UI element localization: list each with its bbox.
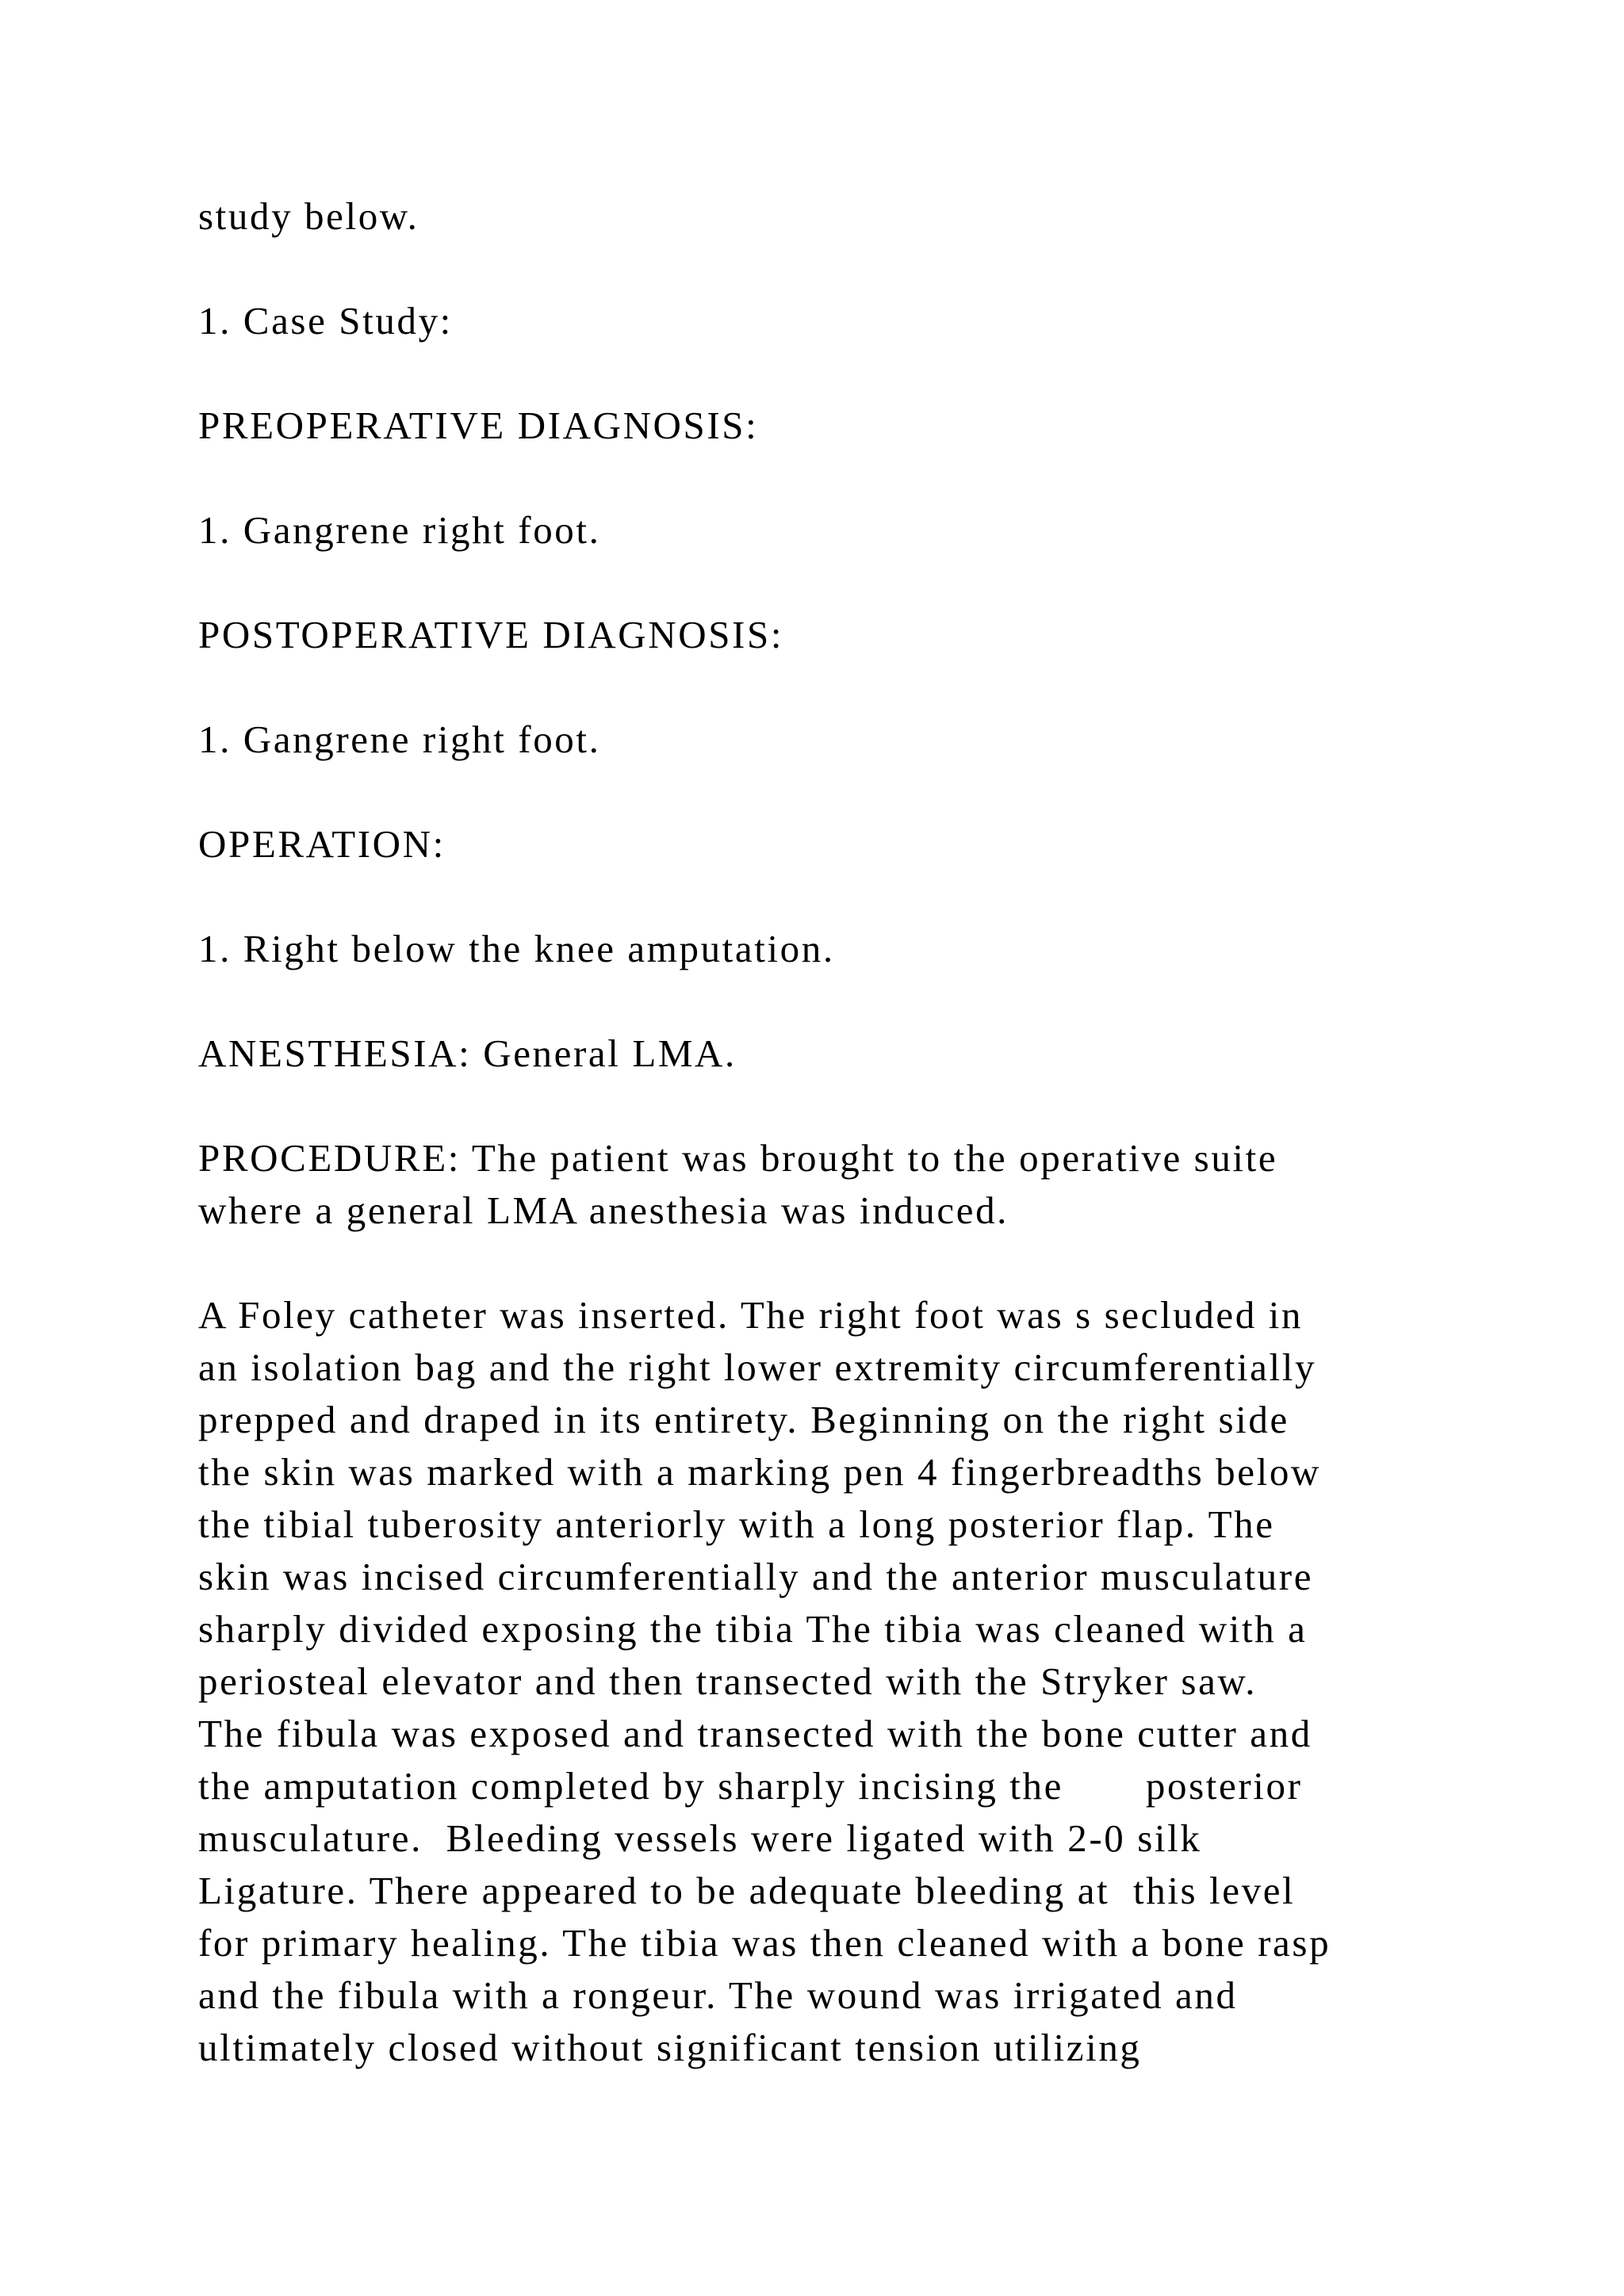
document-body (198, 190, 1546, 2074)
text-line: prepped and draped in its entirety. Beginning on the right side (198, 1398, 1289, 1441)
text-line: 1. Gangrene right foot. (198, 718, 601, 761)
text-line: 1. Gangrene right foot. (198, 508, 601, 552)
paragraph-procedure-body (198, 1289, 1546, 2074)
paragraph-operation-item (198, 923, 1546, 975)
text-line: 1. Case Study: (198, 299, 453, 342)
text-line: POSTOPERATIVE DIAGNOSIS: (198, 613, 784, 656)
text-line: where a general LMA anesthesia was induced. (198, 1188, 1009, 1232)
paragraph-procedure (198, 1132, 1546, 1237)
text-line: sharply divided exposing the tibia The tibia was cleaned with a (198, 1607, 1308, 1651)
text-line: ultimately closed without significant tension utilizing (198, 2026, 1142, 2069)
text-line: the skin was marked with a marking pen 4 fingerbreadths below (198, 1450, 1321, 1494)
paragraph-operation-heading (198, 818, 1546, 871)
text-line: the tibial tuberosity anteriorly with a long posterior flap. The (198, 1502, 1275, 1546)
text-line: The fibula was exposed and transected with the bone cutter and (198, 1712, 1312, 1755)
text-line: the amputation completed by sharply incising the posterior (198, 1764, 1303, 1808)
paragraph-preop-item (198, 504, 1546, 557)
text-line: study below. (198, 194, 419, 238)
text-line: ANESTHESIA: General LMA. (198, 1031, 737, 1075)
paragraph-postop-heading (198, 609, 1546, 661)
paragraph-postop-item (198, 714, 1546, 766)
text-line: Ligature. There appeared to be adequate bleeding at this level (198, 1869, 1296, 1912)
text-line: PREOPERATIVE DIAGNOSIS: (198, 404, 759, 447)
paragraph-anesthesia (198, 1027, 1546, 1080)
text-line: for primary healing. The tibia was then cleaned with a bone rasp (198, 1921, 1331, 1965)
paragraph-preop-heading (198, 400, 1546, 452)
text-line: musculature. Bleeding vessels were ligated with 2-0 silk (198, 1816, 1202, 1860)
paragraph-intro (198, 190, 1546, 243)
text-line: and the fibula with a rongeur. The wound was irrigated and (198, 1973, 1238, 2017)
text-line: 1. Right below the knee amputation. (198, 927, 835, 970)
text-line: A Foley catheter was inserted. The right foot was s secluded in (198, 1293, 1304, 1337)
text-line: periosteal elevator and then transected with the Stryker saw. (198, 1659, 1258, 1703)
text-line: skin was incised circumferentially and the anterior musculature (198, 1555, 1314, 1598)
paragraph-case-study-heading (198, 295, 1546, 347)
text-line: an isolation bag and the right lower extremity circumferentially (198, 1345, 1317, 1389)
text-line: PROCEDURE: The patient was brought to the operative suite (198, 1136, 1278, 1180)
text-line: OPERATION: (198, 822, 446, 866)
